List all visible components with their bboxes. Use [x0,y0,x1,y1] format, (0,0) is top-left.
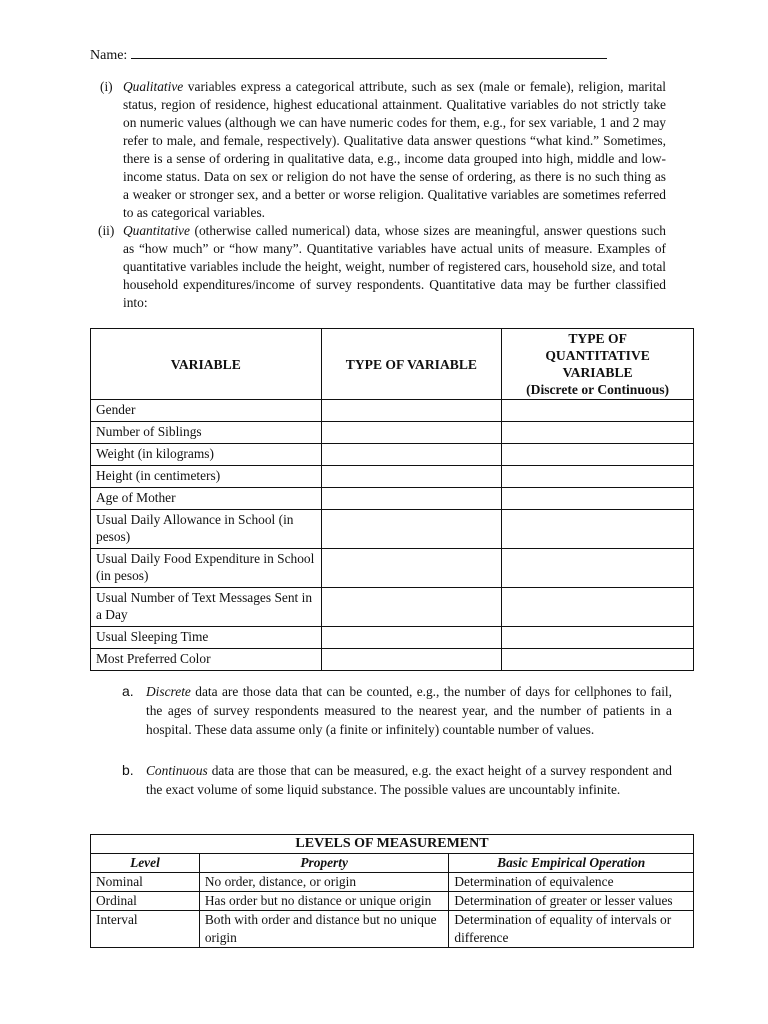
level-cell: Nominal [91,873,200,892]
variable-cell: Usual Daily Food Expenditure in School (in pesos) [91,549,322,588]
classification-term: Continuous [146,763,208,778]
definition-term: Qualitative [123,79,184,94]
type-answer-cell[interactable] [321,444,502,466]
classification-label: b. [122,762,134,778]
classification-text: data are those that can be measured, e.g. the exact height of a survey respondent and the exact volume of some liquid substance. The possible values are uncountably infinite. [146,763,672,797]
classification-label: a. [122,683,134,699]
quant-answer-cell[interactable] [502,649,694,671]
name-blank-line[interactable] [131,46,607,59]
definition-number: (ii) [98,223,115,238]
definition-term: Quantitative [123,223,190,238]
header-quant-line2: QUANTITATIVE [545,348,650,363]
table-row [91,444,694,466]
header-quant-line4: (Discrete or Continuous) [526,382,670,397]
type-answer-cell[interactable] [321,588,502,627]
header-type-of-variable: TYPE OF VARIABLE [321,329,502,400]
header-variable: VARIABLE [91,329,322,400]
property-cell: Both with order and distance but no unique origin [199,911,449,948]
variable-cell: Height (in centimeters) [91,466,322,488]
type-answer-cell[interactable] [321,488,502,510]
type-answer-cell[interactable] [321,400,502,422]
quant-answer-cell[interactable] [502,510,694,549]
name-label: Name: [90,48,128,63]
table-row [91,627,694,649]
variable-cell: Age of Mother [91,488,322,510]
table-row [91,649,694,671]
table-row [91,892,694,911]
operation-cell: Determination of equivalence [449,873,694,892]
table-row [91,488,694,510]
operation-cell: Determination of equality of intervals or difference [449,911,694,948]
quant-answer-cell[interactable] [502,444,694,466]
header-property: Property [199,854,449,873]
table-row [91,466,694,488]
quant-answer-cell[interactable] [502,422,694,444]
classification-text: data are those data that can be counted, e.g., the number of days for cellphones to fail, the ages of survey respondents measured to the nearest year, and the number of patients in a hospital. These data assume only (a finite or infinitely) countable number of values. [146,684,672,737]
definitions [100,78,666,312]
definition-number: (i) [100,79,113,94]
variable-cell: Number of Siblings [91,422,322,444]
name-field [90,46,607,64]
table-row [91,911,694,948]
quant-answer-cell[interactable] [502,588,694,627]
variable-cell: Weight (in kilograms) [91,444,322,466]
header-quantitative-type [502,329,694,400]
table-row [91,422,694,444]
table-row [91,400,694,422]
quant-answer-cell[interactable] [502,466,694,488]
table-row [91,510,694,549]
quant-answer-cell[interactable] [502,549,694,588]
quant-answer-cell[interactable] [502,488,694,510]
quant-answer-cell[interactable] [502,400,694,422]
type-answer-cell[interactable] [321,422,502,444]
variable-cell: Usual Number of Text Messages Sent in a Day [91,588,322,627]
header-level: Level [91,854,200,873]
levels-table-header [91,854,694,873]
variable-cell: Most Preferred Color [91,649,322,671]
classification-continuous [122,761,672,799]
definition-text: (otherwise called numerical) data, whose sizes are meaningful, answer questions such as “how much” or “how many”. Quantitative variables have actual units of measure. Examples of quantitative variables include the height, weight, number of registered cars, household size, and total household expenditures/income of survey respondents. Quantitative data may be further classified into: [123,223,666,310]
type-answer-cell[interactable] [321,627,502,649]
type-answer-cell[interactable] [321,466,502,488]
header-quant-line3: VARIABLE [562,365,633,380]
header-operation: Basic Empirical Operation [449,854,694,873]
level-cell: Interval [91,911,200,948]
header-quant-line1: TYPE OF [568,331,627,346]
definition-text: variables express a categorical attribute, such as sex (male or female), religion, marital status, region of residence, highest educational attainment. Qualitative variables do not strictly take on numeric values (although we can have numeric codes for them, e.g., for sex variable, 1 and 2 may refer to male, and female, respectively). Qualitative data answer questions “what kind.” Sometimes, there is a sense of ordering in qualitative data, e.g., income data grouped into high, middle and low-income status. Data on sex or religion do not have the sense of ordering, as there is no such thing as a weaker or stronger sex, and a better or worse religion. Qualitative variables are sometimes referred to as categorical variables. [123,79,666,220]
definition-quantitative [100,222,666,312]
classification-discrete [122,682,672,739]
variable-cell: Usual Daily Allowance in School (in pesos) [91,510,322,549]
type-answer-cell[interactable] [321,649,502,671]
table-row [91,549,694,588]
property-cell: No order, distance, or origin [199,873,449,892]
type-answer-cell[interactable] [321,510,502,549]
type-answer-cell[interactable] [321,549,502,588]
variable-cell: Usual Sleeping Time [91,627,322,649]
classification-term: Discrete [146,684,191,699]
level-cell: Ordinal [91,892,200,911]
property-cell: Has order but no distance or unique origin [199,892,449,911]
table-row [91,588,694,627]
table-row [91,873,694,892]
definition-qualitative [100,78,666,222]
variable-cell: Gender [91,400,322,422]
quantitative-classifications [122,682,672,799]
variable-table-header [91,329,694,400]
quant-answer-cell[interactable] [502,627,694,649]
levels-table [90,834,694,948]
operation-cell: Determination of greater or lesser values [449,892,694,911]
levels-table-title: LEVELS OF MEASUREMENT [91,835,694,854]
variable-table [90,328,694,671]
